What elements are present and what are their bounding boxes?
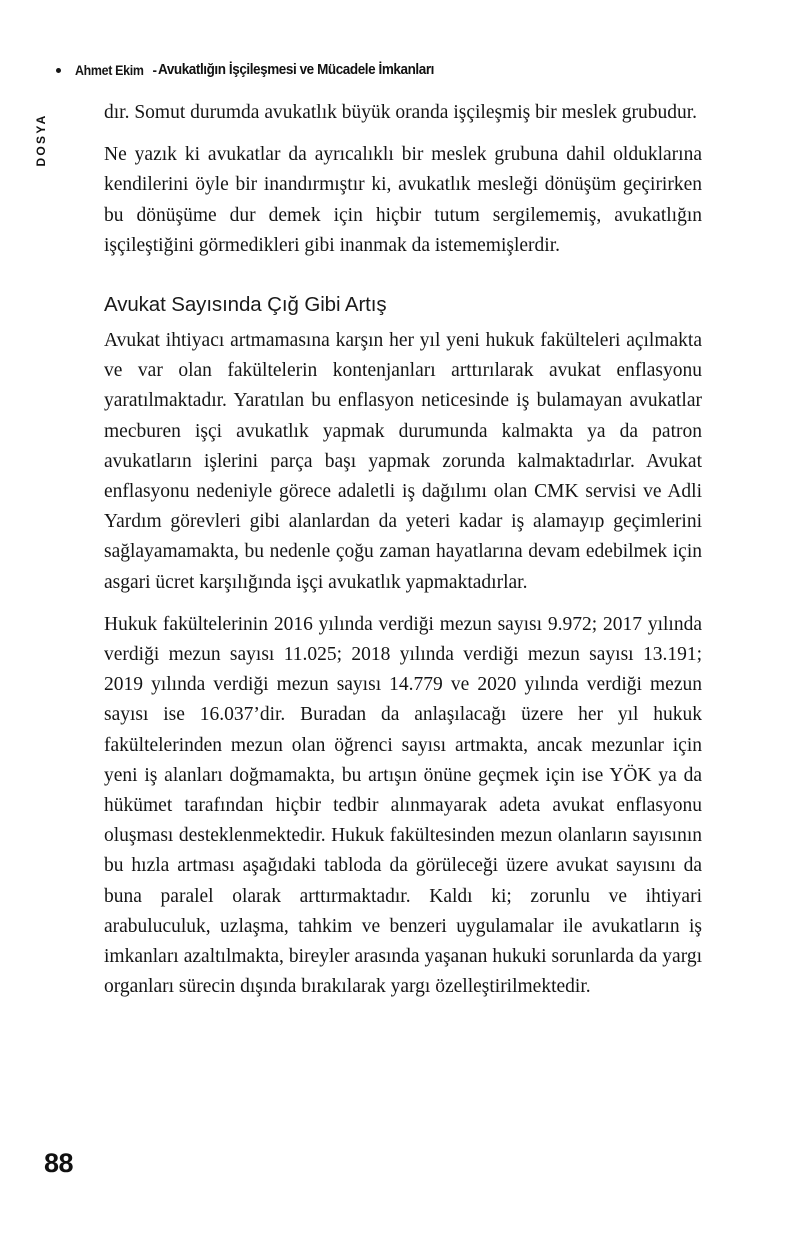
section-heading: Avukat Sayısında Çığ Gibi Artış [104, 293, 387, 317]
paragraph-enflasyon: Avukat ihtiyacı artmamasına karşın her yıl yeni hukuk fakülteleri açılmakta ve var olan fakültelerin kontenjanları arttırılarak avukat enflasyonu yaratılmaktadır. Yaratılan bu enflasyon neticesinde iş bulamayan avukatlar mecburen işçi avukatlık yapmak durumunda kalmakta ya da patron avukatların işlerini parça başı yapmak zorunda kalmaktadırlar. Avukat enflasyonu nedeniyle görece adaletli iş dağılımı olan CMK servisi ve Adli Yardım görevleri gibi alanlardan da yeteri kadar iş alamayıp geçimlerini sağlayamamakta, bu nedenle çoğu zaman hayatlarına devam edebilmek için asgari ücret karşılığında işçi avukatlık yapmaktadırlar. [104, 330, 702, 593]
bullet-icon [56, 68, 61, 73]
paragraph-ayricalikli: Ne yazık ki avukatlar da ayrıcalıklı bir meslek grubuna dahil olduklarına kendilerini öyle bir inandırmıştır ki, avukatlık mesleği dönüşüm geçirirken bu dönüşüme dur demek için hiçbir tutum sergilememiş, avukatlığın işçileştiğini görmedikleri gibi inanmak da istememişlerdir. [104, 144, 702, 256]
text-column [104, 98, 702, 1002]
paragraph-continued: dır. Somut durumda avukatlık büyük oranda işçileşmiş bir meslek grubudur. [104, 102, 698, 123]
section-tab-label: DOSYA [34, 113, 48, 167]
running-head [56, 62, 455, 78]
paragraph-mezun-sayilari: Hukuk fakültelerinin 2016 yılında verdiği mezun sayısı 9.972; 2017 yılında verdiği mezun sayısı 11.025; 2018 yılında verdiği mezun sayısı 13.191; 2019 yılında verdiği mezun sayısı 14.779 ve 2020 yılında verdiği mezun sayısı ise 16.037’dir. Buradan da anlaşılacağı üzere her yıl hukuk fakültelerinden mezun olan öğrenci sayısı artmakta, ancak mezunlar için yeni iş alanları doğmamakta, bu artışın önüne geçmek için ise YÖK ya da hükümet tarafından hiçbir tedbir alınmayarak adeta avukat enflasyonu oluşması desteklenmektedir. Hukuk fakültesinden mezun olanların sayısının bu hızla artması aşağıdaki tabloda da görüleceği üzere avukat sayısını da buna paralel olarak arttırmaktadır. Kaldı ki; zorunlu ve ihtiyari arabuluculuk, uzlaşma, tahkim ve benzeri uygulamalar ile avukatların iş imkanları azaltılmakta, bireyler arasında yaşanan hukuki sorunlarda da yargı organları sürecin dışında bırakılarak yargı özelleştirilmektedir. [104, 613, 702, 998]
running-head-title: Avukatlığın İşçileşmesi ve Mücadele İmkanları [158, 62, 435, 78]
running-head-author: Ahmet Ekim [75, 62, 144, 78]
section-tab [26, 92, 56, 188]
running-head-separator: - [152, 62, 158, 78]
page-number: 88 [44, 1148, 74, 1178]
